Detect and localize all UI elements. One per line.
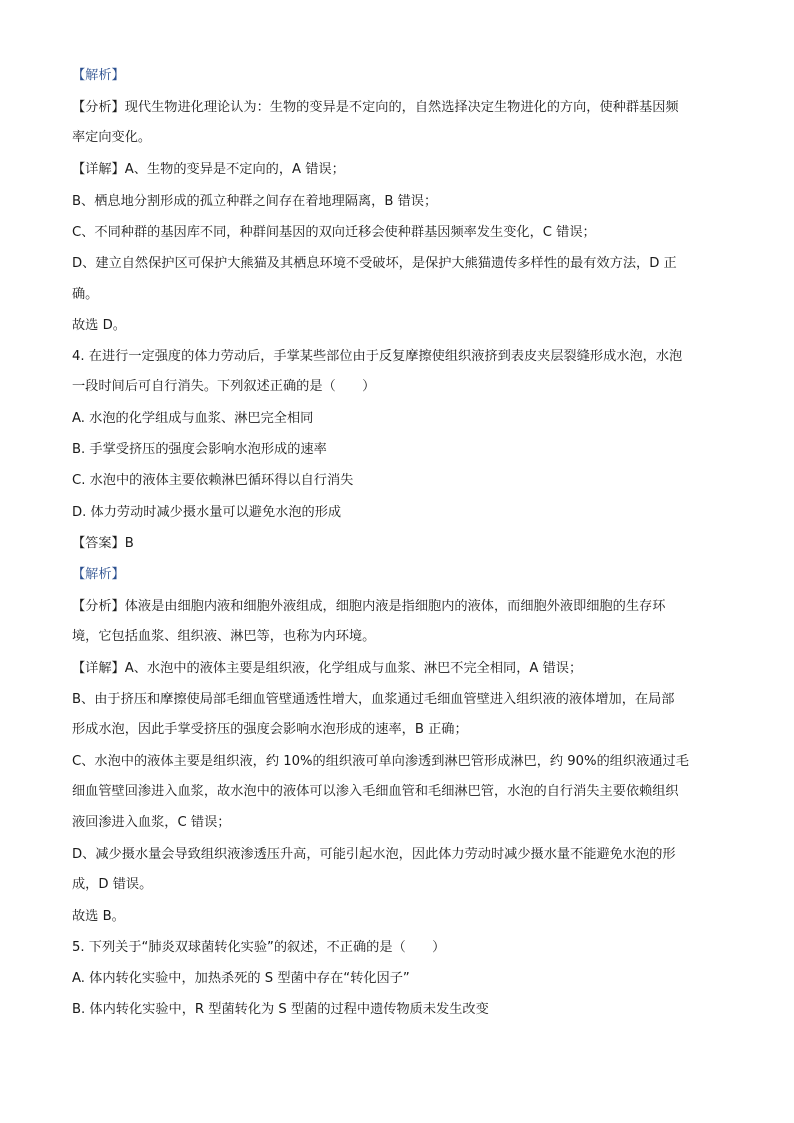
fenxi-paragraph-1-line2: 率定向变化。 — [72, 130, 152, 145]
question-4-option-d: D. 体力劳动时减少摄水量可以避免水泡的形成 — [72, 505, 342, 520]
xiangjie-1-d-line2: 确。 — [72, 287, 99, 302]
question-5-option-a: A. 体内转化实验中，加热杀死的 S 型菌中存在“转化因子” — [72, 971, 410, 986]
xiangjie-2-d-line1: D、减少摄水量会导致组织液渗透压升高，可能引起水泡，因此体力劳动时减少摄水量不能避免水泡的形 — [72, 847, 676, 862]
question-5-option-b: B. 体内转化实验中，R 型菌转化为 S 型菌的过程中遗传物质未发生改变 — [72, 1002, 489, 1017]
analysis-heading-1 — [72, 66, 732, 86]
question-4-option-b: B. 手掌受挤压的强度会影响水泡形成的速率 — [72, 442, 327, 457]
fenxi-paragraph-1-line1 — [72, 98, 732, 118]
xiangjie-text: A、水泡中的液体主要是组织液，化学组成与血浆、淋巴不完全相同，A 错误； — [124, 661, 583, 676]
xiangjie-2-d-line2: 成，D 错误。 — [72, 877, 153, 892]
xiangjie-1-a — [72, 160, 732, 180]
xiangjie-2-c-line1: C、水泡中的液体主要是组织液，约 10%的组织液可单向渗透到淋巴管形成淋巴，约 90%的组织液通过毛 — [72, 754, 689, 769]
question-4-stem-line2: 一段时间后可自行消失。下列叙述正确的是（ ） — [72, 379, 376, 394]
fenxi-paragraph-2-line2: 境，它包括血浆、组织液、淋巴等，也称为内环境。 — [72, 629, 376, 644]
question-4-option-c: C. 水泡中的液体主要依赖淋巴循环得以自行消失 — [72, 473, 354, 488]
xiangjie-2-c-line2: 细血管壁回渗进入血浆，故水泡中的液体可以渗入毛细血管和毛细淋巴管，水泡的自行消失主要依赖组织 — [72, 784, 679, 799]
choice-conclusion-1: 故选 D。 — [72, 318, 126, 333]
fenxi-tag: 【分析】 — [72, 599, 125, 614]
xiangjie-1-d-line1: D、建立自然保护区可保护大熊猫及其栖息环境不受破坏，是保护大熊猫遗传多样性的最有效方法，D 正 — [72, 256, 677, 271]
fenxi-tag: 【分析】 — [72, 100, 125, 115]
choice-conclusion-2: 故选 B。 — [72, 909, 125, 924]
answer-line — [72, 534, 732, 554]
xiangjie-2-a — [72, 659, 732, 679]
fenxi-text: 现代生物进化理论认为：生物的变异是不定向的，自然选择决定生物进化的方向，使种群基因频 — [124, 100, 679, 115]
xiangjie-2-c-line3: 液回渗进入血浆，C 错误； — [72, 815, 231, 830]
xiangjie-tag: 【详解】 — [72, 162, 125, 177]
analysis-tag: 【解析】 — [72, 68, 125, 83]
answer-value: B — [124, 536, 134, 551]
xiangjie-text: A、生物的变异是不定向的，A 错误； — [124, 162, 345, 177]
fenxi-paragraph-2-line1 — [72, 597, 732, 617]
xiangjie-1-c: C、不同种群的基因库不同，种群间基因的双向迁移会使种群基因频率发生变化，C 错误； — [72, 225, 596, 240]
answer-tag: 【答案】 — [72, 536, 125, 551]
analysis-tag: 【解析】 — [72, 567, 125, 582]
xiangjie-2-b-line1: B、由于挤压和摩擦使局部毛细血管壁通透性增大，血浆通过毛细血管壁进入组织液的液体增加，在局部 — [72, 692, 675, 707]
question-5-stem: 5. 下列关于“肺炎双球菌转化实验”的叙述，不正确的是（ ） — [72, 940, 446, 955]
xiangjie-1-b: B、栖息地分割形成的孤立种群之间存在着地理隔离，B 错误； — [72, 194, 438, 209]
analysis-heading-2 — [72, 565, 732, 585]
question-4-option-a: A. 水泡的化学组成与血浆、淋巴完全相同 — [72, 411, 314, 426]
xiangjie-tag: 【详解】 — [72, 661, 125, 676]
question-4-stem-line1: 4. 在进行一定强度的体力劳动后，手掌某些部位由于反复摩擦使组织液挤到表皮夹层裂缝形成水泡，水泡 — [72, 349, 683, 364]
fenxi-text: 体液是由细胞内液和细胞外液组成，细胞内液是指细胞内的液体，而细胞外液即细胞的生存环 — [124, 599, 666, 614]
xiangjie-2-b-line2: 形成水泡，因此手掌受挤压的强度会影响水泡形成的速率，B 正确； — [72, 722, 468, 737]
